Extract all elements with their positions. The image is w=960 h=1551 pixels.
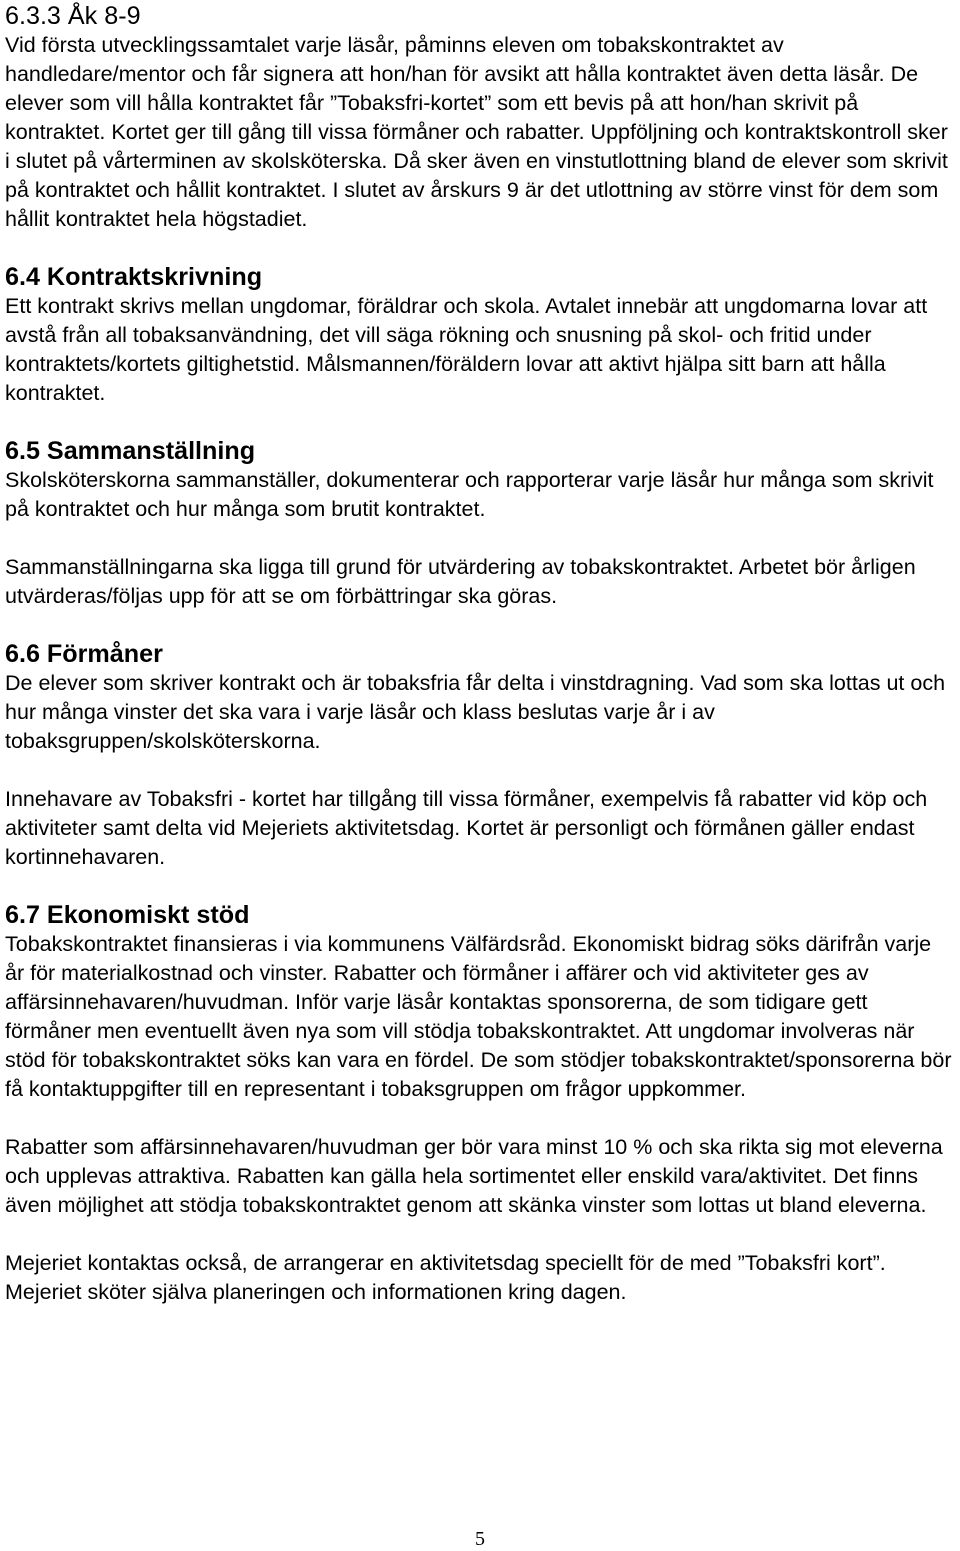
paragraph-6-7-a: Tobakskontraktet finansieras i via kommunens Välfärdsråd. Ekonomiskt bidrag söks därifrån varje år för materialkostnad och vinster. Rabatter och förmåner i affärer och vid aktiviteter ges av affärsinnehavaren/huvudman. Inför varje läsår kontaktas sponsorerna, de som tidigare gett förmåner men eventuellt även nya som vill stödja tobakskontraktet. Att ungdomar involveras när stöd för tobakskontraktet söks kan vara en fördel. De som stödjer tobakskontraktet/sponsorerna bör få kontaktuppgifter till en representant i tobaksgruppen om frågor uppkommer. [5,932,952,1101]
spacer [5,1104,955,1133]
heading-6-6: 6.6 Förmåner [5,640,163,668]
spacer [5,611,955,640]
paragraph-6-6-b: Innehavare av Tobaksfri - kortet har tillgång till vissa förmåner, exempelvis få rabatter vid köp och aktiviteter samt delta vid Mejeriets aktivitetsdag. Kortet är personligt och förmånen gäller endast kortinnehavaren. [5,787,928,869]
heading-6-5: 6.5 Sammanställning [5,437,256,465]
heading-6-7: 6.7 Ekonomiskt stöd [5,901,250,929]
paragraph-6-4: Ett kontrakt skrivs mellan ungdomar, föräldrar och skola. Avtalet innebär att ungdomarna lovar att avstå från all tobaksanvändning, det vill säga rökning och snusning på skol- och fritid under kontraktets/kortets giltighetstid. Målsmannen/föräldern lovar att aktivt hjälpa sitt barn att hålla kontraktet. [5,294,928,405]
heading-6-4: 6.4 Kontraktskrivning [5,263,263,291]
spacer [5,756,955,785]
spacer [5,872,955,901]
spacer [5,1220,955,1249]
heading-6-3-3: 6.3.3 Åk 8-9 [5,2,141,30]
paragraph-6-3-3: Vid första utvecklingssamtalet varje läsår, påminns eleven om tobakskontraktet av handledare/mentor och får signera att hon/han för avsikt att hålla kontraktet även detta läsår. De elever som vill hålla kontraktet får ”Tobaksfri-kortet” som ett bevis på att hon/han skrivit på kontraktet. Kortet ger till gång till vissa förmåner och rabatter. Uppföljning och kontraktskontroll sker i slutet på vårterminen av skolsköterska. Då sker även en vinstutlottning bland de elever som skrivit på kontraktet och hållit kontraktet. I slutet av årskurs 9 är det utlottning av större vinst för dem som hållit kontraktet hela högstadiet. [5,33,948,231]
spacer [5,408,955,437]
paragraph-6-7-c: Mejeriet kontaktas också, de arrangerar en aktivitetsdag speciellt för de med ”Tobaksfri kort”. Mejeriet sköter själva planeringen och informationen kring dagen. [5,1251,886,1304]
spacer [5,524,955,553]
paragraph-6-5-b: Sammanställningarna ska ligga till grund för utvärdering av tobakskontraktet. Arbetet bör årligen utvärderas/följas upp för att se om förbättringar ska göras. [5,555,916,608]
paragraph-6-7-b: Rabatter som affärsinnehavaren/huvudman ger bör vara minst 10 % och ska rikta sig mot eleverna och upplevas attraktiva. Rabatten kan gälla hela sortimentet eller enskild vara/aktivitet. Det finns även möjlighet att stödja tobakskontraktet genom att skänka vinster som lottas ut bland eleverna. [5,1135,943,1217]
page-number: 5 [475,1528,485,1550]
paragraph-6-6-a: De elever som skriver kontrakt och är tobaksfria får delta i vinstdragning. Vad som ska lottas ut och hur många vinster det ska vara i varje läsår och klass beslutas varje år i av tobaksgruppen/skolsköterskorna. [5,671,946,753]
document-page [5,2,955,1307]
paragraph-6-5-a: Skolsköterskorna sammanställer, dokumenterar och rapporterar varje läsår hur många som skrivit på kontraktet och hur många som brutit kontraktet. [5,468,934,521]
spacer [5,234,955,263]
